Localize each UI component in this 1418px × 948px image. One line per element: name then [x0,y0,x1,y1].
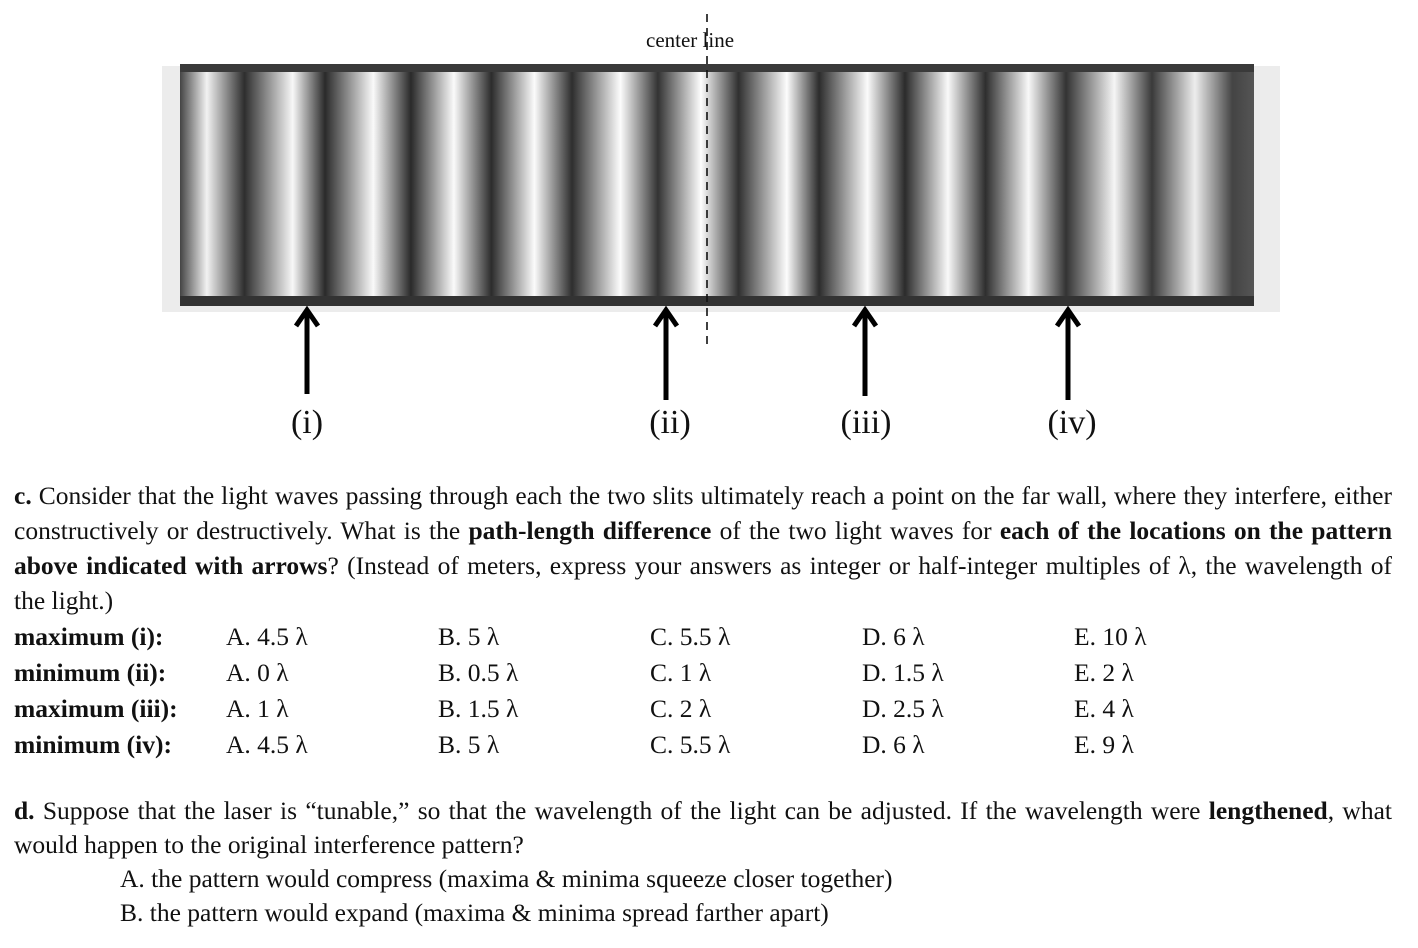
question-d-choices [120,862,1392,930]
row-label: minimum (iv): [14,729,172,759]
answer-option[interactable]: C. 5.5 λ [650,729,731,759]
answer-option[interactable]: D. 6 λ [862,729,925,759]
question-c-letter: c. [14,481,32,510]
answer-option[interactable]: B. 5 λ [438,621,500,651]
answer-option[interactable]: D. 2.5 λ [862,693,944,723]
answer-option[interactable]: C. 2 λ [650,693,712,723]
path-length-difference-term: path-length difference [468,516,712,545]
question-c [14,478,1392,762]
answer-option[interactable]: E. 9 λ [1074,729,1134,759]
question-d-prompt: d. Suppose that the laser is “tunable,” so that the wavelength of the light can be adjusted. If the wavelength were lengthened, what would happen to the original interference pattern? [14,796,1392,859]
center-line-label: center line [646,28,735,52]
row-label: maximum (iii): [14,693,178,723]
interference-figure [0,0,1418,460]
answer-option[interactable]: B. 5 λ [438,729,500,759]
answer-row-minimum-iv [14,726,1286,762]
answer-row-maximum-i [14,618,1286,654]
answer-option[interactable]: B. 0.5 λ [438,657,519,687]
answer-option[interactable]: C. 1 λ [650,657,712,687]
arrow-label-i: (i) [290,404,324,441]
answer-row-maximum-iii [14,690,1286,726]
arrow-label-iv: (iv) [1047,404,1097,441]
answer-option[interactable]: A. 4.5 λ [226,621,308,651]
answer-option[interactable]: D. 1.5 λ [862,657,944,687]
arrow-locations-term: each of the locations on the pattern above indicated with arrows [14,516,1393,580]
arrow-label-ii: (ii) [649,404,691,441]
answer-option[interactable]: C. 5.5 λ [650,621,731,651]
lengthened-term: lengthened [1208,796,1328,825]
choice-b[interactable]: B. the pattern would expand (maxima & minima spread farther apart) [120,898,829,927]
answer-option[interactable]: A. 4.5 λ [226,729,308,759]
fringe-pattern-image [0,0,1418,460]
question-c-prompt: c. Consider that the light waves passing through each the two slits ultimately reach a point on the far wall, where they interfere, either constructively or destructively. What is the path-length difference of the two light waves for each of the locations on the pattern above indicated with arrows? (Instead of meters, express your answers as integer or half-integer multiples of λ, the wavelength of the light.) [14,481,1393,615]
answer-option[interactable]: B. 1.5 λ [438,693,519,723]
answer-option[interactable]: E. 10 λ [1074,621,1147,651]
answer-table [14,618,1286,762]
question-d [14,794,1392,930]
answer-option[interactable]: A. 1 λ [226,693,289,723]
answer-option[interactable]: E. 4 λ [1074,693,1134,723]
answer-row-minimum-ii [14,654,1286,690]
answer-option[interactable]: E. 2 λ [1074,657,1134,687]
row-label: minimum (ii): [14,657,167,687]
answer-option[interactable]: D. 6 λ [862,621,925,651]
choice-a[interactable]: A. the pattern would compress (maxima & minima squeeze closer together) [120,864,893,893]
row-label: maximum (i): [14,621,164,651]
question-d-letter: d. [14,796,35,825]
answer-option[interactable]: A. 0 λ [226,657,289,687]
arrow-label-iii: (iii) [840,404,892,441]
